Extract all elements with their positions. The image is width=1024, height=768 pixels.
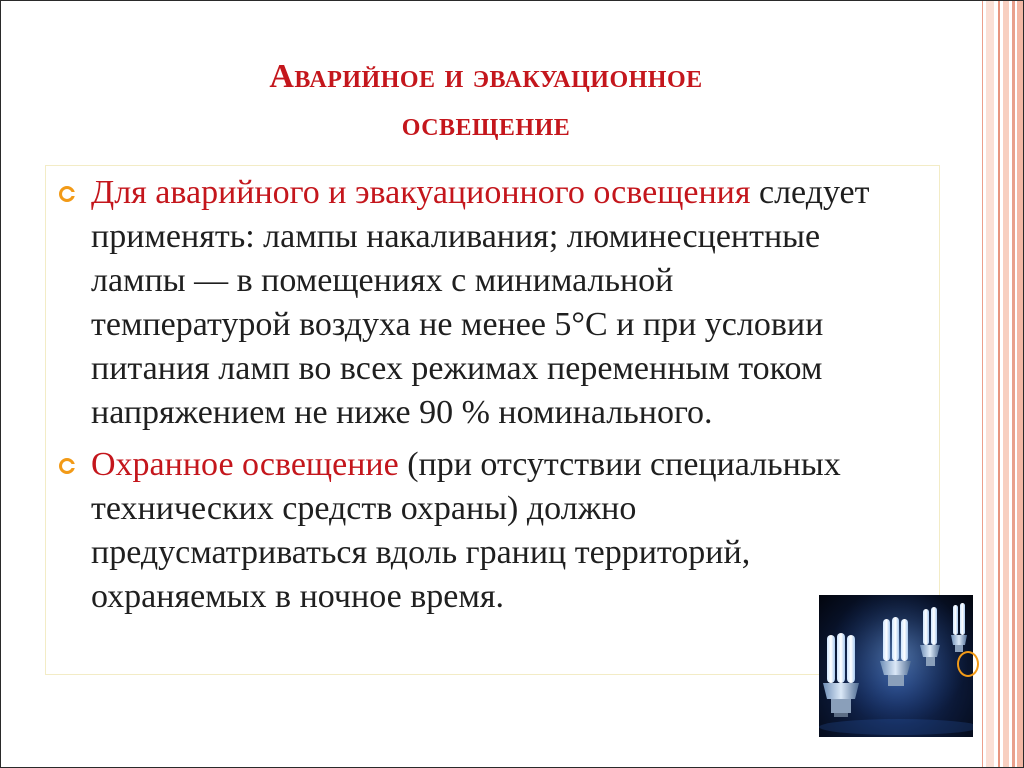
decorative-circle: [957, 651, 979, 677]
bullet-icon: [59, 458, 75, 474]
decorative-stripes: [977, 1, 1023, 768]
bullet-body-text: (при отсутствии специальных технических средств охраны) должно предусматриваться вдоль границ территорий, охраняемых в ночное время.: [91, 446, 841, 615]
slide-title-line-2: освещение: [401, 106, 571, 143]
bullet-accent-text: Охранное освещение: [91, 446, 399, 483]
slide-title-line-1: Аварийное и эвакуационное: [269, 58, 703, 95]
bullet-list: [55, 171, 875, 627]
lamps-illustration: [819, 595, 973, 737]
bullet-item-security-lighting: [55, 443, 875, 619]
bullet-accent-text: Для аварийного и эвакуационного освещения: [91, 174, 751, 211]
bullet-item-emergency-lighting: [55, 171, 875, 435]
energy-saving-lamps-photo: [819, 595, 973, 737]
bullet-icon: [59, 186, 75, 202]
slide-title: [61, 53, 911, 149]
bullet-body-text: следует применять: лампы накаливания; люминесцентные лампы — в помещениях с минимальной температурой воздуха не менее 5°С и при условии питания ламп во всех режимах переменным током напряжением не ниже 90 % номинального.: [91, 174, 870, 431]
